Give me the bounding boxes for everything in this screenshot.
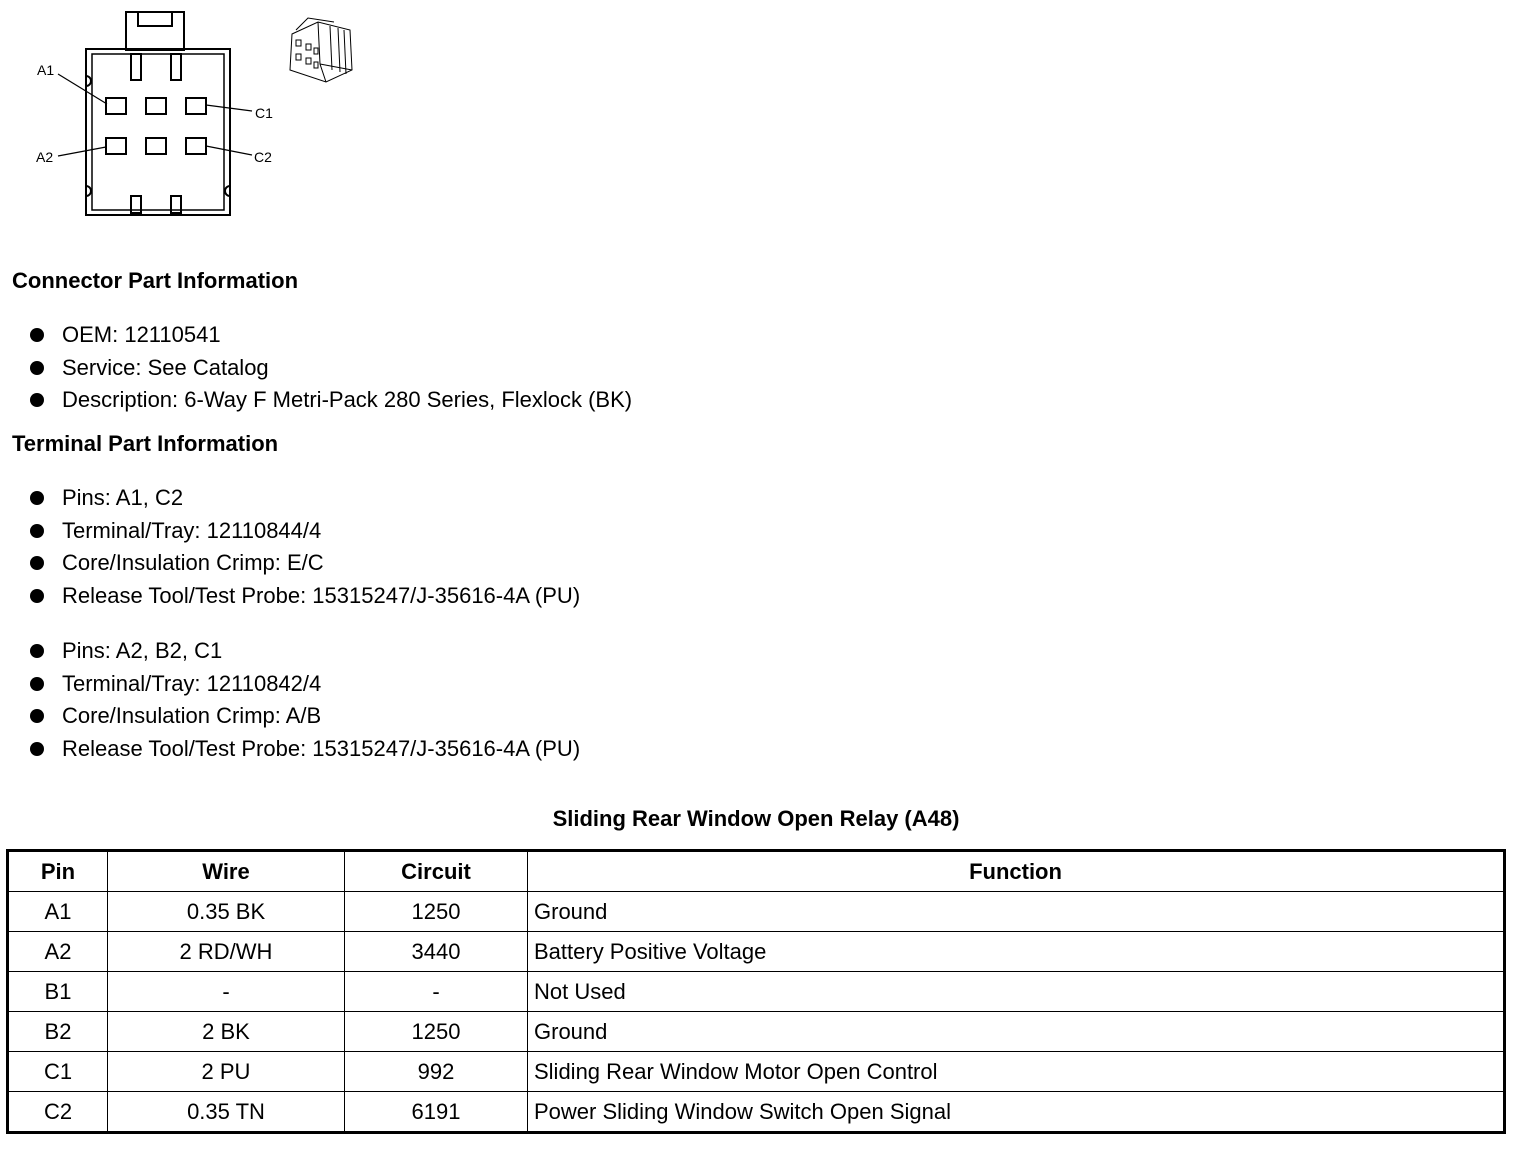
bullet-icon <box>30 524 44 538</box>
cell-circuit: 992 <box>345 1052 528 1092</box>
list-item-text: OEM: 12110541 <box>62 322 221 347</box>
list-item-text: Description: 6-Way F Metri-Pack 280 Series, Flexlock (BK) <box>62 387 633 413</box>
cell-function: Sliding Rear Window Motor Open Control <box>528 1052 1505 1092</box>
cell-function: Not Used <box>528 972 1505 1012</box>
list-item <box>28 482 580 515</box>
cell-wire: 2 BK <box>108 1012 345 1052</box>
list-item <box>28 635 580 668</box>
cavity-c1 <box>186 98 206 114</box>
cavity-b1 <box>146 98 166 114</box>
list-item <box>28 733 580 766</box>
connector-body <box>86 49 230 215</box>
cell-function: Power Sliding Window Switch Open Signal <box>528 1092 1505 1133</box>
bullet-icon <box>30 491 44 505</box>
cavity-c2 <box>186 138 206 154</box>
connector-latch-tab <box>138 12 172 26</box>
table-row <box>8 932 1505 972</box>
leader-line-a1 <box>58 74 107 104</box>
list-item <box>28 319 632 352</box>
cell-function: Ground <box>528 892 1505 932</box>
cavity-a1 <box>106 98 126 114</box>
list-item-text: Pins: A2, B2, C1 <box>62 638 223 663</box>
bullet-icon <box>30 556 44 570</box>
connector-part-info-heading: Connector Part Information <box>12 268 299 293</box>
connector-body-inner <box>92 54 224 210</box>
cavity-a2 <box>106 138 126 154</box>
list-item-text: Terminal/Tray: 12110844/4 <box>62 517 322 543</box>
bullet-icon <box>30 644 44 658</box>
leader-line-a2 <box>58 147 106 156</box>
connector-iso-view <box>290 18 352 82</box>
list-item <box>28 668 580 701</box>
bullet-icon <box>30 589 44 603</box>
cell-circuit: 1250 <box>345 892 528 932</box>
list-item-text: Release Tool/Test Probe: 15315247/J-35616-4A (PU) <box>62 736 581 762</box>
column-header-pin: Pin <box>8 851 108 892</box>
cell-wire: - <box>108 972 345 1012</box>
list-item-text: Release Tool/Test Probe: 15315247/J-35616-4A (PU) <box>62 583 581 609</box>
cell-pin: B1 <box>8 972 108 1012</box>
column-header-circuit: Circuit <box>345 851 528 892</box>
cell-pin: C1 <box>8 1052 108 1092</box>
list-item <box>28 384 632 417</box>
bullet-icon <box>30 361 44 375</box>
terminal-group-2-list <box>28 635 580 766</box>
cell-function: Battery Positive Voltage <box>528 932 1505 972</box>
table-row <box>8 1052 1505 1092</box>
list-item-text: Service: See Catalog <box>62 354 269 380</box>
cell-pin: C2 <box>8 1092 108 1133</box>
connector-part-info-list <box>28 319 632 417</box>
bullet-icon <box>30 742 44 756</box>
table-title: Sliding Rear Window Open Relay (A48) <box>552 806 960 831</box>
cell-wire: 0.35 TN <box>108 1092 345 1133</box>
connector-face-diagram <box>0 0 380 230</box>
cell-wire: 0.35 BK <box>108 892 345 932</box>
cell-circuit: 3440 <box>345 932 528 972</box>
terminal-part-info-heading: Terminal Part Information <box>12 431 279 456</box>
cell-pin: A2 <box>8 932 108 972</box>
connector-key <box>171 54 181 80</box>
table-row <box>8 1012 1505 1052</box>
cavity-b2 <box>146 138 166 154</box>
cell-pin: A1 <box>8 892 108 932</box>
bullet-icon <box>30 393 44 407</box>
cell-pin: B2 <box>8 1012 108 1052</box>
table-row <box>8 892 1505 932</box>
list-item <box>28 547 580 580</box>
list-item <box>28 515 580 548</box>
column-header-function: Function <box>528 851 1505 892</box>
list-item-text: Terminal/Tray: 12110842/4 <box>62 670 322 696</box>
pin-function-table <box>6 849 1506 1134</box>
bullet-icon <box>30 709 44 723</box>
cell-circuit: 6191 <box>345 1092 528 1133</box>
pin-label-c1: C1 <box>255 105 273 121</box>
table-row <box>8 972 1505 1012</box>
bullet-icon <box>30 677 44 691</box>
connector-key <box>131 54 141 80</box>
pin-label-a2: A2 <box>36 149 54 165</box>
connector-latch <box>126 12 184 50</box>
list-item-text: Core/Insulation Crimp: E/C <box>62 550 324 576</box>
column-header-wire: Wire <box>108 851 345 892</box>
cell-wire: 2 RD/WH <box>108 932 345 972</box>
list-item <box>28 580 580 613</box>
list-item <box>28 700 580 733</box>
pin-label-c2: C2 <box>254 149 272 165</box>
bullet-icon <box>30 328 44 342</box>
cell-circuit: 1250 <box>345 1012 528 1052</box>
terminal-group-1-list <box>28 482 580 613</box>
table-row <box>8 1092 1505 1133</box>
table-header-row <box>8 851 1505 892</box>
list-item <box>28 352 632 385</box>
pin-label-a1: A1 <box>37 62 55 78</box>
cell-wire: 2 PU <box>108 1052 345 1092</box>
list-item-text: Core/Insulation Crimp: A/B <box>62 703 322 729</box>
list-item-text: Pins: A1, C2 <box>62 485 184 510</box>
cell-function: Ground <box>528 1012 1505 1052</box>
cell-circuit: - <box>345 972 528 1012</box>
